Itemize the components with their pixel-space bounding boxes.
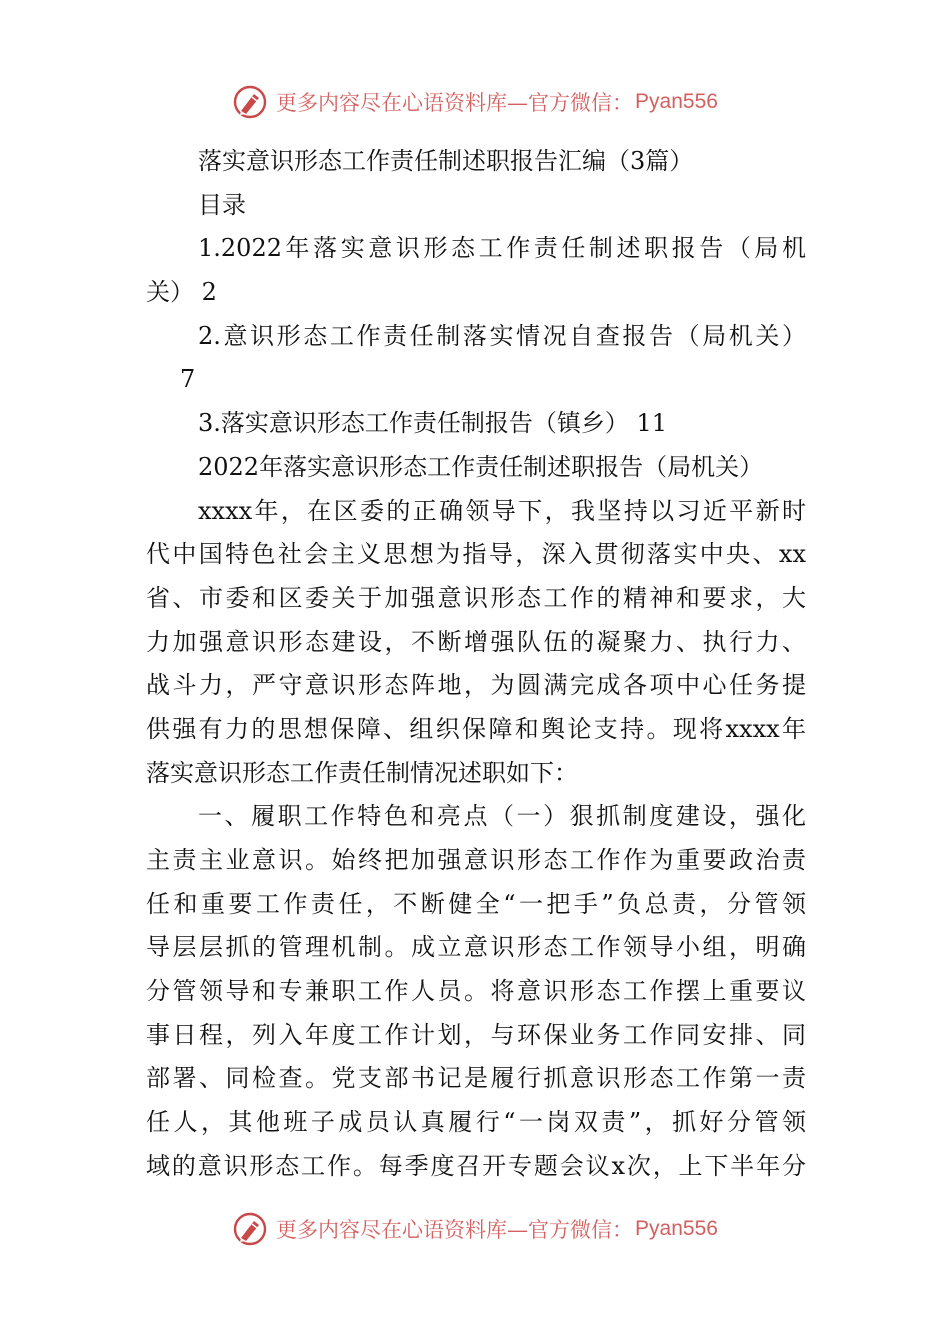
paragraph-line: 域的意识形态工作。每季度召开专题会议x次，上下半年分: [146, 1151, 806, 1180]
paragraph-line: 力加强意识形态建设，不断增强队伍的凝聚力、执行力、: [146, 627, 806, 656]
document-title: 落实意识形态工作责任制述职报告汇编（3篇）: [198, 147, 694, 175]
pen-circle-logo-icon: [232, 84, 268, 120]
paragraph-line: 省、市委和区委关于加强意识形态工作的精神和要求，大: [146, 583, 806, 612]
paragraph-line: 战斗力，严守意识形态阵地，为圆满完成各项中心任务提: [146, 671, 806, 700]
paragraph-line: 任人，其他班子成员认真履行“一岗双责”，抓好分管领: [146, 1108, 806, 1137]
paragraph-line: xxxx年，在区委的正确领导下，我坚持以习近平新时: [198, 496, 806, 525]
watermark-header: [0, 80, 950, 124]
toc-item-2-page: 7: [180, 365, 196, 394]
watermark-wechat-id: Pyan556: [635, 90, 718, 113]
paragraph-line: 一、履职工作特色和亮点（一）狠抓制度建设，强化: [198, 802, 806, 831]
paragraph-line: 代中国特色社会主义思想为指导，深入贯彻落实中央、xx: [146, 540, 806, 569]
watermark-footer: [0, 1207, 950, 1251]
watermark-text: 更多内容尽在心语资料库—官方微信：: [276, 91, 634, 115]
section-title: 2022年落实意识形态工作责任制述职报告（局机关）: [198, 452, 764, 481]
toc-item-1-page: 关） 2: [146, 278, 217, 307]
paragraph-line: 主责主业意识。始终把加强意识形态工作作为重要政治责: [146, 846, 806, 874]
watermark-text: 更多内容尽在心语资料库—官方微信：: [276, 1218, 634, 1242]
watermark-wechat-id: Pyan556: [635, 1217, 718, 1240]
paragraph-line: 任和重要工作责任，不断健全“一把手”负总责，分管领: [146, 889, 806, 918]
paragraph-line: 事日程，列入年度工作计划，与环保业务工作同安排、同: [146, 1020, 806, 1049]
toc-item-2: 2.意识形态工作责任制落实情况自查报告（局机关）: [198, 321, 806, 350]
paragraph-line: 落实意识形态工作责任制情况述职如下：: [146, 758, 578, 787]
document-body: [146, 140, 806, 1189]
paragraph-line: 部署、同检查。党支部书记是履行抓意识形态工作第一责: [146, 1064, 806, 1093]
toc-heading: 目录: [198, 190, 246, 219]
toc-item-3: 3.落实意识形态工作责任制报告（镇乡） 11: [198, 409, 668, 438]
paragraph-line: 供强有力的思想保障、组织保障和舆论支持。现将xxxx年: [146, 714, 806, 743]
paragraph-line: 分管领导和专兼职工作人员。将意识形态工作摆上重要议: [146, 977, 806, 1006]
paragraph-line: 导层层抓的管理机制。成立意识形态工作领导小组，明确: [146, 933, 806, 962]
toc-item-1: 1.2022年落实意识形态工作责任制述职报告（局机: [198, 234, 806, 263]
pen-circle-logo-icon: [232, 1211, 268, 1247]
